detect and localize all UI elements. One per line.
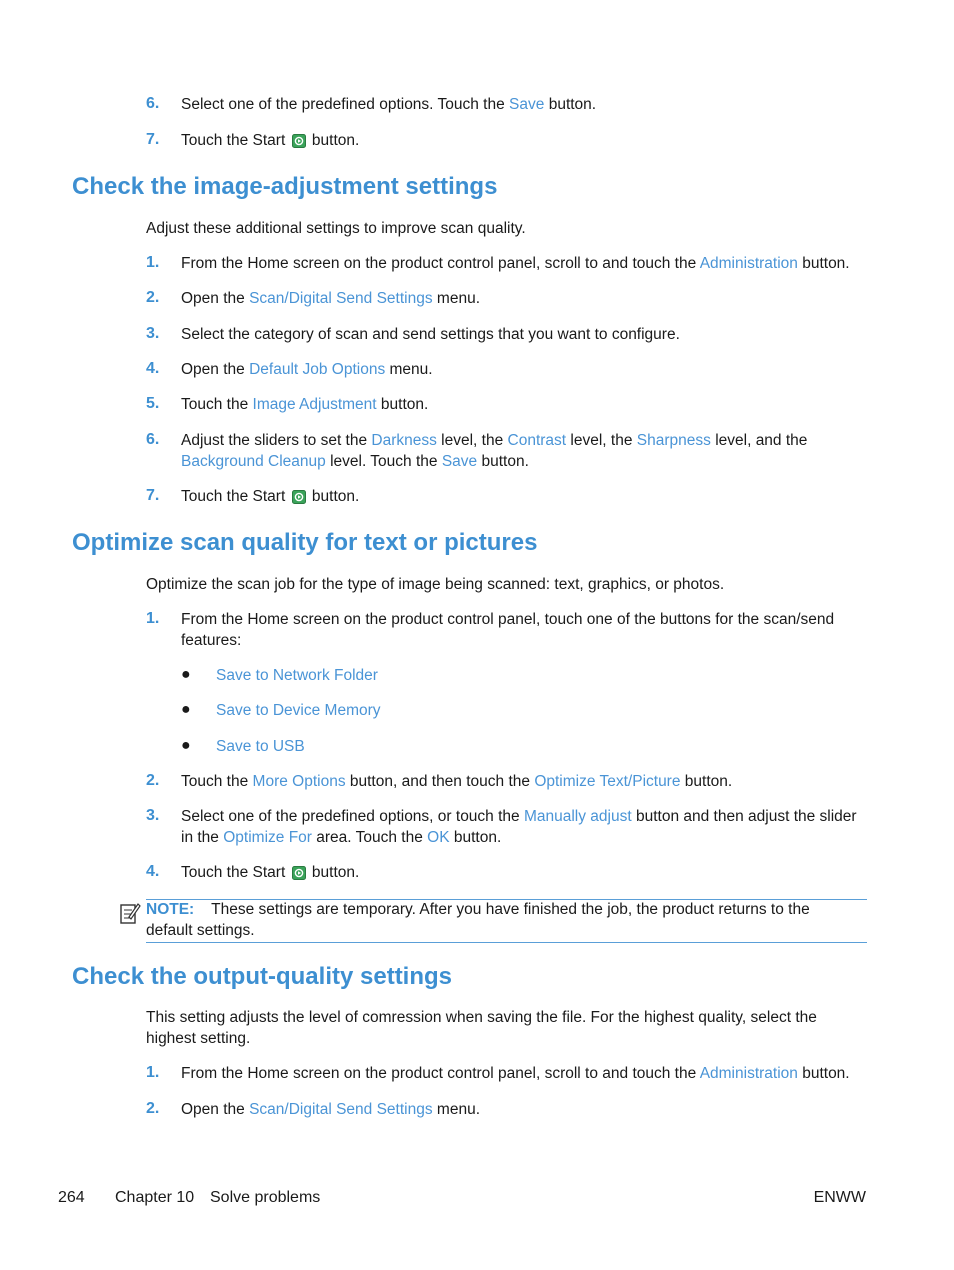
step-number: 1. <box>146 254 160 271</box>
section-heading: Check the image-adjustment settings <box>72 173 498 200</box>
step-number: 2. <box>146 1100 160 1117</box>
step-number: 6. <box>146 95 160 112</box>
chapter-label: Chapter 10 <box>115 1189 195 1206</box>
chapter-title: Solve problems <box>210 1189 321 1206</box>
list-item: Save to USB <box>216 738 305 755</box>
step-text: From the Home screen on the product control panel, touch one of the buttons for the scan/send features: <box>181 611 835 649</box>
section-intro: Optimize the scan job for the type of image being scanned: text, graphics, or photos. <box>146 576 725 593</box>
step-text: Select one of the predefined options, or touch the Manually adjust button and then adjust the slider in the Optimize For area. Touch the OK button. <box>181 808 857 846</box>
note-label: NOTE: <box>146 901 195 918</box>
page-number: 264 <box>58 1189 85 1206</box>
step-number: 7. <box>146 487 160 504</box>
step-text: From the Home screen on the product control panel, scroll to and touch the Administration button. <box>181 1065 850 1082</box>
step-number: 2. <box>146 772 160 789</box>
bullet-glyph: ● <box>181 737 191 754</box>
step-number: 1. <box>146 610 160 627</box>
note-text: NOTE: These settings are temporary. After you have finished the job, the product returns to the default settings. <box>146 901 810 939</box>
start-button-icon <box>292 866 306 880</box>
start-button-icon <box>292 134 306 148</box>
step-text: Select the category of scan and send settings that you want to configure. <box>181 326 680 343</box>
step-text: Touch the Start button. <box>181 488 360 505</box>
step-text: From the Home screen on the product control panel, scroll to and touch the Administration button. <box>181 255 850 272</box>
step-number: 3. <box>146 325 160 342</box>
step-number: 2. <box>146 289 160 306</box>
step-text: Touch the Start button. <box>181 132 360 149</box>
step-text: Open the Scan/Digital Send Settings menu. <box>181 1101 480 1118</box>
step-number: 7. <box>146 131 160 148</box>
step-text: Open the Scan/Digital Send Settings menu. <box>181 290 480 307</box>
step-text: Touch the Image Adjustment button. <box>181 396 429 413</box>
step-text: Select one of the predefined options. Touch the Save button. <box>181 96 597 113</box>
step-text: Adjust the sliders to set the Darkness level, the Contrast level, the Sharpness level, and the Background Cleanup level. Touch the Save button. <box>181 432 808 470</box>
section-heading: Optimize scan quality for text or pictures <box>72 529 538 556</box>
step-number: 4. <box>146 863 160 880</box>
step-number: 4. <box>146 360 160 377</box>
note-icon <box>119 901 141 925</box>
step-text: Open the Default Job Options menu. <box>181 361 433 378</box>
bullet-glyph: ● <box>181 701 191 718</box>
step-number: 1. <box>146 1064 160 1081</box>
list-item: Save to Network Folder <box>216 667 378 684</box>
step-number: 5. <box>146 395 160 412</box>
section-heading: Check the output-quality settings <box>72 963 453 990</box>
step-text: Touch the More Options button, and then touch the Optimize Text/Picture button. <box>181 773 733 790</box>
list-item: Save to Device Memory <box>216 702 381 719</box>
bullet-glyph: ● <box>181 666 191 683</box>
step-text: Touch the Start button. <box>181 864 360 881</box>
footer-right: ENWW <box>813 1189 866 1206</box>
section-intro: This setting adjusts the level of comression when saving the file. For the highest quality, select the highest setting. <box>146 1009 817 1047</box>
step-number: 3. <box>146 807 160 824</box>
step-number: 6. <box>146 431 160 448</box>
section-intro: Adjust these additional settings to improve scan quality. <box>146 220 526 237</box>
start-button-icon <box>292 490 306 504</box>
